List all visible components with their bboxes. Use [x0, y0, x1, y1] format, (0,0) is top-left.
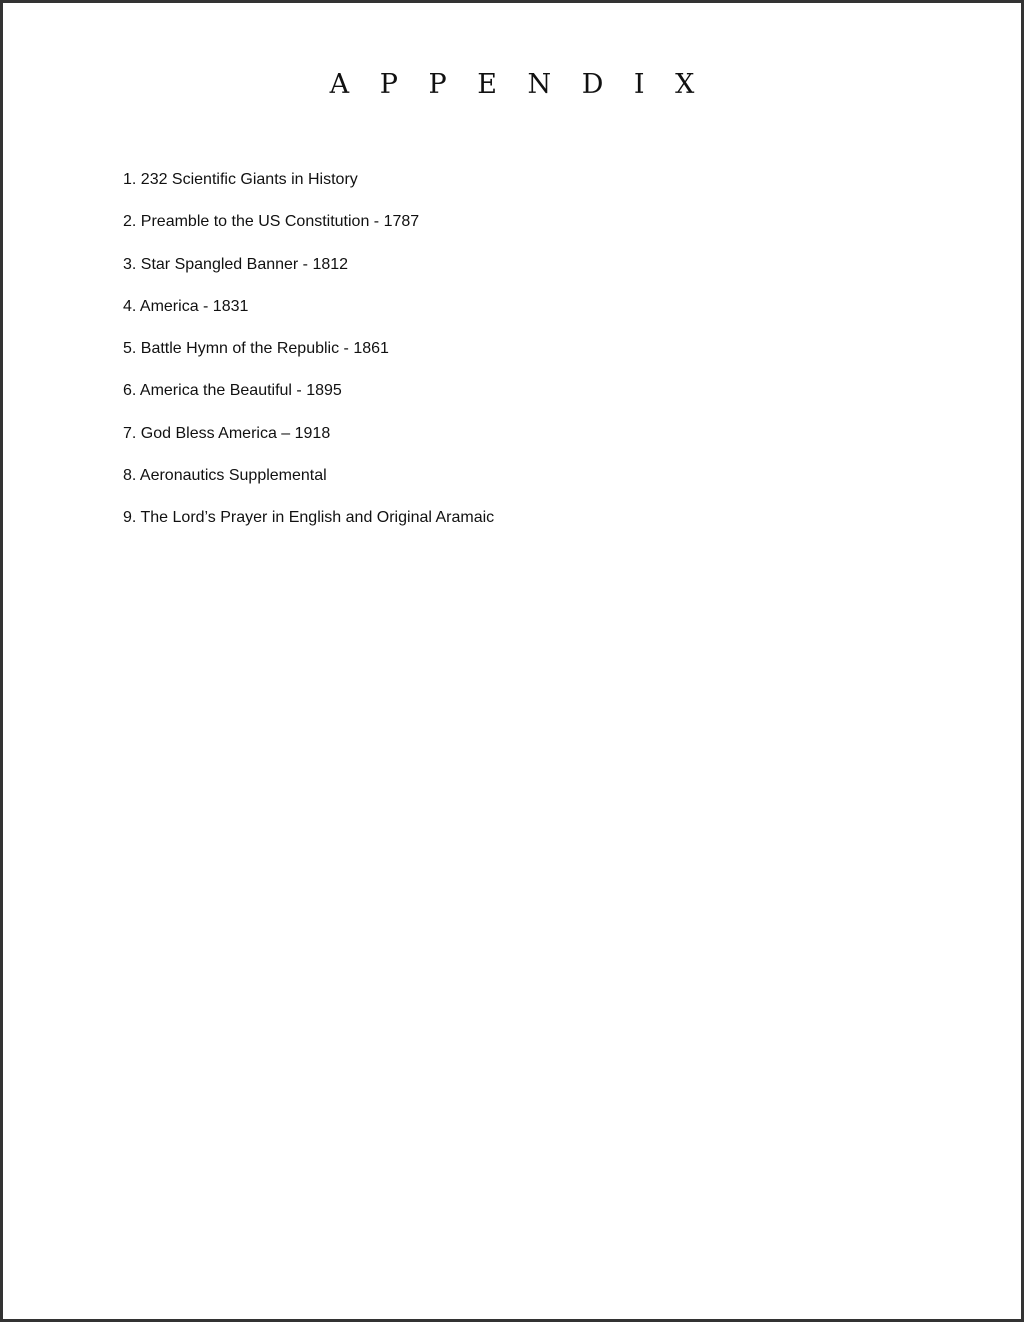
list-item: 3. Star Spangled Banner - 1812 — [123, 255, 349, 273]
list-item: 9. The Lord’s Prayer in English and Original Aramaic — [123, 509, 495, 527]
list-item: 2. Preamble to the US Constitution - 1787 — [123, 213, 420, 231]
page-title: A P P E N D I X — [329, 69, 706, 100]
appendix-list — [123, 167, 494, 548]
list-item: 7. God Bless America – 1918 — [123, 424, 331, 442]
list-item: 5. Battle Hymn of the Republic - 1861 — [123, 340, 389, 358]
list-item: 1. 232 Scientific Giants in History — [123, 171, 358, 188]
list-item: 8. Aeronautics Supplemental — [123, 467, 327, 485]
list-item: 6. America the Beautiful - 1895 — [123, 382, 342, 400]
list-item: 4. America - 1831 — [123, 297, 249, 315]
